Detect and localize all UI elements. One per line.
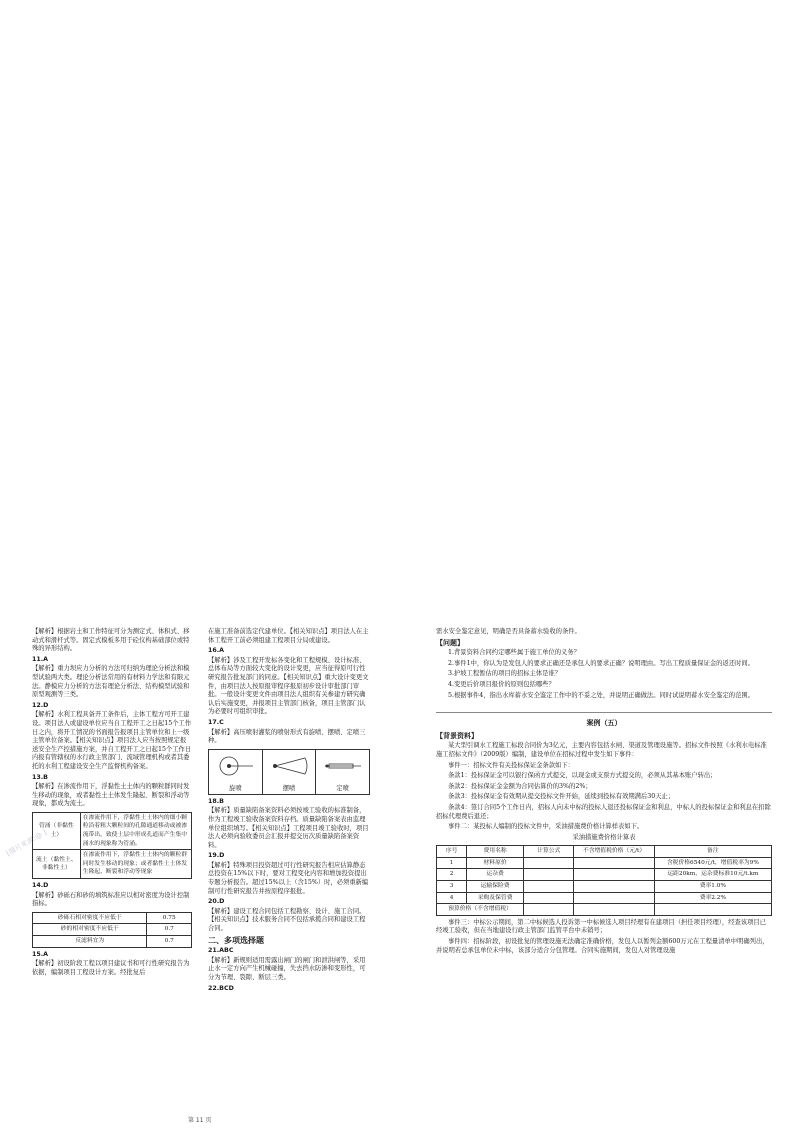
table-cell bbox=[574, 857, 654, 869]
paragraph: 【解析】新规则适用需露出闸门的闸门和泄洪闸等，采用止水一定方向产生机械碰撞，失去挡水防渗和变形性，可分为节理、裂隙、断层三类。 bbox=[208, 956, 366, 981]
paragraph: 【解析】初设阶段工程以项目建议书和可行性研究报告为依据，编制项目工程设计方案。经批复后 bbox=[32, 960, 190, 976]
clause-item: 条款1：投标保证金可以银行保函方式提交，以现金或支票方式提交的，必须从其基本账户转出； bbox=[448, 772, 717, 780]
paragraph: 【解析】在渗流作用下，浮黏性土土体内的颗粒群同时发生移动的现象，或者黏性土土体发生隆起、断裂和浮动等现象，都成为流土。 bbox=[32, 783, 190, 808]
table-cell bbox=[524, 881, 574, 893]
diagram-label: 旋喷 bbox=[229, 785, 242, 793]
table-cell: 1 bbox=[437, 857, 467, 869]
table-row bbox=[437, 892, 772, 904]
table-cell: 在渗流作用下，浮黏性土土体内的细小颗粒沿着粗大颗粒间的孔隙通道移动或被渗流带出，致使土层中形成孔道而产生集中涌水的现象称为管涌。 bbox=[80, 812, 191, 849]
question-number: 11.A bbox=[32, 655, 49, 663]
table-row bbox=[33, 912, 192, 924]
paragraph: 【解析】根据岩土和工作特征可分为测定式、体积式、移动式和滑杆式等。固定式模板多用于砼仪构基础部位或特殊的异形结构。 bbox=[32, 628, 190, 653]
paragraph: 【解析】砂砾石和砂的填筑标准应以相对密度为设计控制指标。 bbox=[32, 891, 190, 908]
clause-item: 条款2：投标保证金金额为合同估算价的3%的2%； bbox=[448, 782, 592, 790]
question-item: 1.背景资料合同约定哪些属于施工单位的义务？ bbox=[448, 649, 580, 657]
table-header-cell: 序号 bbox=[437, 846, 467, 858]
paragraph: 【解析】涉及工程开发标各变化和工程规模、设计标准、总体布局等方面较大变化的设计变更，应当征得原可行性研究报告批复部门的同意。【相关知识点】重大设计变更文件，由项目法人按原报审程序报原初步设计审批部门审批。一般设计变更文件由项目法人组织有关参建方研究确认后实施变更，并报项目主管部门核备，项目主管部门认为必要时可组织审批。 bbox=[208, 656, 369, 716]
table-cell: 3 bbox=[437, 881, 467, 893]
question-heading: 【问题】 bbox=[436, 638, 464, 647]
table-row bbox=[437, 869, 772, 881]
fixed-jet-figure bbox=[323, 754, 363, 778]
page-number: 第 11 页 bbox=[188, 1117, 212, 1124]
paragraph: 【解析】特殊项目投资超过可行性研究报告相应估算静态总投资在15%以下时，要对工程变化内容和增加投资提出专题分析报告。超过15%以上（含15%）时，必须重新编制可行性研究报告并按原程序报批。 bbox=[208, 861, 369, 895]
question-number: 18.B bbox=[208, 797, 224, 805]
table-header-cell: 计算公式 bbox=[524, 846, 574, 858]
question-number: 13.B bbox=[32, 773, 48, 781]
table-title: 采油措施费价格计算表 bbox=[572, 833, 636, 841]
diagram-swing-jet bbox=[263, 750, 317, 794]
clause-item: 条款4：签订合同5个工作日内，招标人向未中标的投标人退还投标保证金和利息，中标人的投标保证金和利息在扣除招标代理费后退还； bbox=[436, 803, 771, 820]
table-cell: 费率1.0% bbox=[654, 881, 771, 893]
paragraph: 【解析】重力坝应力分析的方法可归纳为理论分析法和模型试验两大类。理论分析法常用的有材料力学法和有限元法。静模应力分析的方法有理论分析法、结构模型试验和原型观测等三类。 bbox=[32, 665, 190, 699]
question-number: 17.C bbox=[208, 718, 224, 726]
paragraph: 【解析】水利工程具备开工条件后，主体工程方可开工建设。项目法人或建设单位应当自工程开工之日起15个工作日之内，将开工情况的书面报告报项目主管单位和上一级主管单位备案。【相关知识点】项目法人应当按照规定报送安全生产控措施方案，并自工程开工之日起15个工作日内报有管辖权的水行政主管部门、流域管理机构或者其委托的水利工程建设安全生产监督机构备案。 bbox=[32, 711, 192, 770]
paragraph: 某大型引调水工程施工标段合同价为3亿元，主要内容包括水闸、渠道及管理设施等。招标文件按照《水利水电标准施工招标文件》（2009版）编制，建设单位在招标过程中发生如下事件： bbox=[436, 742, 767, 758]
table-row bbox=[437, 904, 772, 916]
right-page-column bbox=[436, 628, 772, 957]
table-cell: 运输保险费 bbox=[467, 881, 524, 893]
seepage-table bbox=[32, 812, 192, 879]
table-cell bbox=[574, 881, 654, 893]
table-row bbox=[437, 881, 772, 893]
table-cell: 采购及保管费 bbox=[467, 892, 524, 904]
table-cell: 运杂费 bbox=[467, 869, 524, 881]
table-cell: 0.7 bbox=[147, 936, 192, 948]
question-number: 20.D bbox=[208, 898, 225, 906]
table-cell bbox=[524, 857, 574, 869]
table-cell: 0.7 bbox=[147, 924, 192, 936]
table-cell bbox=[574, 904, 654, 916]
left-page bbox=[0, 620, 400, 1132]
question-item: 5.根据事件4，指出水库蓄水安全鉴定工作中的不妥之处，并说明正确做法。同时试说明蓄水安全鉴定的范围。 bbox=[448, 691, 754, 699]
density-table bbox=[32, 912, 192, 948]
question-number: 16.A bbox=[208, 647, 225, 655]
case-title: 案例（五） bbox=[436, 712, 772, 728]
question-number: 19.D bbox=[208, 852, 225, 860]
left-page-column-2 bbox=[208, 628, 370, 994]
table-cell: 反滤料宜为 bbox=[33, 936, 147, 948]
question-number: 21.ABC bbox=[208, 947, 234, 955]
table-header-row bbox=[437, 846, 772, 858]
table-cell: 0.75 bbox=[147, 912, 192, 924]
swing-jet-figure bbox=[269, 754, 309, 778]
diagram-rotary-jet bbox=[209, 750, 263, 794]
table-cell: 砂砾石相对密度不应低于 bbox=[33, 912, 147, 924]
table-header-cell: 备注 bbox=[654, 846, 771, 858]
table-header-cell: 不含增值税价格（元/t） bbox=[574, 846, 654, 858]
question-number: 15.A bbox=[32, 950, 49, 958]
question-item: 2.事件1中，你认为是发包人的要求正确还是承包人的要求正确？说明理由。写出工程质量保证金的返还时间。 bbox=[448, 659, 754, 667]
table-row bbox=[33, 812, 192, 849]
table-cell: 管涌（非黏性土） bbox=[33, 812, 81, 849]
left-page-column-1 bbox=[32, 628, 192, 979]
jet-grouting-diagram bbox=[208, 749, 370, 795]
diagram-label: 定喷 bbox=[336, 785, 349, 793]
section-title: 二、多项选择题 bbox=[208, 935, 264, 945]
watermark-text: [图片来源:@ ] bbox=[5, 828, 49, 858]
question-number: 14.D bbox=[32, 882, 49, 890]
table-cell bbox=[524, 904, 574, 916]
table-cell: 2 bbox=[437, 869, 467, 881]
question-number: 22.BCD bbox=[208, 984, 234, 992]
clause-item: 条款3：投标保证金有效期从提交投标文件开始，延续到投标有效期满后30天止； bbox=[448, 793, 675, 801]
right-page bbox=[400, 620, 800, 1132]
paragraph: 【解析】建设工程合同包括工程勘察、设计、施工合同。【相关知识点】技术服务合同不包括承揽合同和建设工程合同。 bbox=[208, 907, 366, 933]
table-cell: 材料原价 bbox=[467, 857, 524, 869]
table-cell bbox=[574, 869, 654, 881]
table-cell: 4 bbox=[437, 892, 467, 904]
table-cell: 含税价格6540元/t，增值税率为9% bbox=[654, 857, 771, 869]
background-heading: 【背景资料】 bbox=[436, 731, 478, 740]
price-calculation-table bbox=[436, 845, 772, 916]
question-item: 3.护坡工程暂估的项目的招标主体是谁？ bbox=[448, 670, 562, 678]
table-cell: 在渗流作用下，浮黏性土土体内的颗粒群同时发生移动的现象；或者黏性土土体发生隆起、断裂和浮动等现象 bbox=[80, 850, 191, 879]
table-row bbox=[33, 936, 192, 948]
paragraph: 【解析】质量缺陷备案资料必须按竣工验收的标准制备，作为工程竣工验收备案资料存档。质量缺陷备案表由监理单位组织填写。【相关知识点】工程项目竣工验收时，项目法人必须向验收委员会汇报并提交历次质量缺陷备案资料。 bbox=[208, 807, 369, 849]
table-cell: 流土（黏性土、非黏性土） bbox=[33, 850, 81, 879]
table-cell: 预算价格（不含增值税） bbox=[437, 904, 524, 916]
table-cell bbox=[574, 892, 654, 904]
table-row bbox=[437, 857, 772, 869]
table-row bbox=[33, 924, 192, 936]
paragraph: 事件二：某投标人编制的投标文件中，采油措施费价格计算样表如下。 bbox=[448, 823, 644, 831]
paragraph: 事件三：中标公示期间，第二中标候选人投诉第一中标候选人项目经理有在建项目（担任项目经理），经查该项目已经竣工验收，但在当地建设行政主管部门监管平台中未销号； bbox=[436, 918, 766, 935]
paragraph: 【解析】高压喷射灌浆的喷射形式有旋喷、摆喷、定喷三种。 bbox=[208, 728, 366, 745]
question-item: 4.变更后价项目报价的原则包括哪些？ bbox=[448, 680, 555, 688]
paragraph: 在施工准备前选定代建单位。【相关知识点】项目法人在主体工程开工前必须组建工程项目分局或建设。 bbox=[208, 628, 369, 644]
table-cell: 运距20km，运杂费标准10元/t.km bbox=[654, 869, 771, 881]
question-number: 12.D bbox=[32, 701, 49, 709]
table-row bbox=[33, 850, 192, 879]
paragraph: 需水安全鉴定意见，明确是否具备蓄水验收的条件。 bbox=[436, 628, 581, 635]
table-cell bbox=[524, 892, 574, 904]
table-header-cell: 费用名称 bbox=[467, 846, 524, 858]
table-cell: 费率2.2% bbox=[654, 892, 771, 904]
table-cell bbox=[654, 904, 771, 916]
paragraph: 事件四：招标阶段，初设批复的管理设施无法确定准确价格，发包人以暂列金额600万元在工程量清单中明确列出，并说明若总承包单位未中标，该部分适合分包管理。合同实施期间，发包人对管理设施 bbox=[436, 938, 769, 954]
table-cell: 砂的相对密度不应低于 bbox=[33, 924, 147, 936]
diagram-fixed-jet bbox=[316, 750, 369, 794]
paragraph: 事件一：招标文件有关投标保证金条款如下： bbox=[448, 761, 574, 769]
rotary-jet-figure bbox=[215, 754, 255, 778]
table-cell bbox=[524, 869, 574, 881]
diagram-label: 摆喷 bbox=[282, 785, 296, 793]
